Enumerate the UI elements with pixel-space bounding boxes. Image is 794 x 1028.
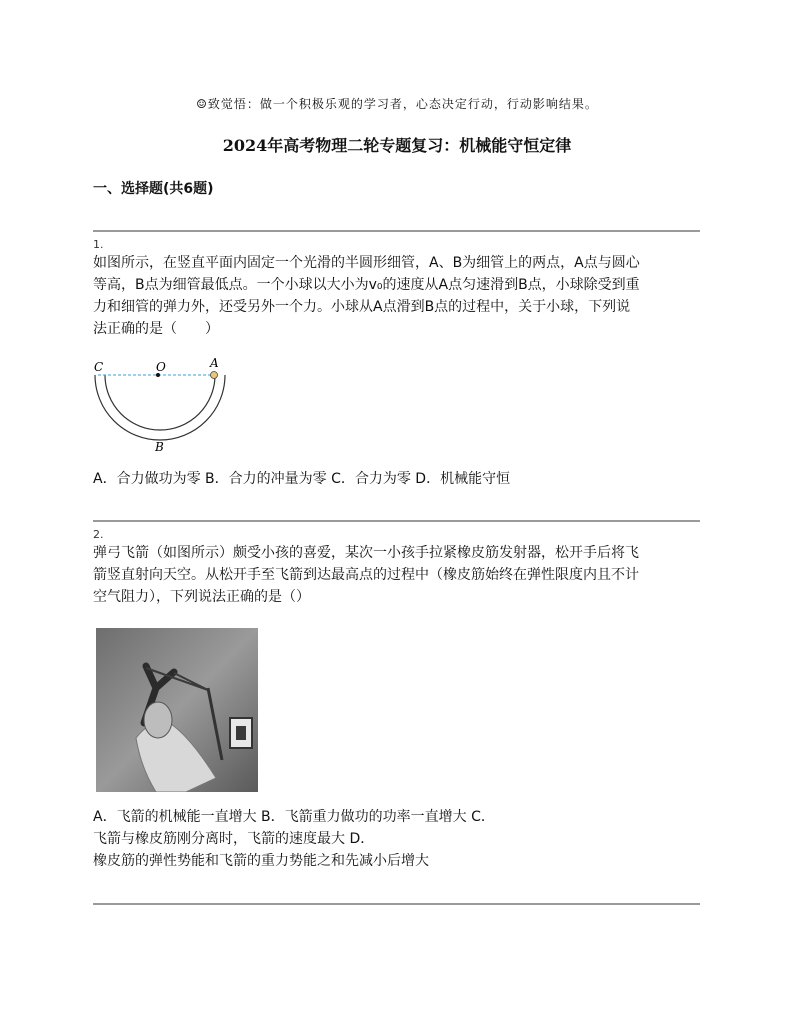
- question-2-line-3: 空气阻力），下列说法正确的是（）: [93, 589, 310, 605]
- slingshot-photo: [96, 628, 258, 792]
- question-2-line-2: 箭竖直射向天空。从松开手至飞箭到达最高点的过程中（橡皮筋始终在弹性限度内且不计: [93, 567, 639, 583]
- question-2-options-line-2: 飞箭与橡皮筋刚分离时，飞箭的速度最大 D．: [93, 831, 375, 847]
- question-2-options-line-3: 橡皮筋的弹性势能和飞箭的重力势能之和先减小后增大: [93, 853, 429, 869]
- semicircle-tube-diagram: [90, 355, 230, 455]
- label-a: A: [210, 356, 219, 370]
- ball-at-a: [211, 372, 218, 379]
- question-2-line-1: 弹弓飞箭（如图所示）颇受小孩的喜爱，某次一小孩手拉紧橡皮筋发射器，松开手后将飞: [93, 545, 639, 561]
- label-o: O: [156, 360, 166, 374]
- tube-inner-arc: [105, 375, 215, 430]
- question-1-line-1: 如图所示，在竖直平面内固定一个光滑的半圆形细管，A、B为细管上的两点，A点与圆心: [93, 255, 640, 271]
- question-1-line-2: 等高，B点为细管最低点。一个小球以大小为v₀的速度从A点匀速滑到B点，小球除受到重: [93, 277, 640, 293]
- question-1-options: A．合力做功为零 B．合力的冲量为零 C．合力为零 D．机械能守恒: [93, 471, 511, 487]
- divider-1: [93, 230, 700, 232]
- motto-text: ☺致觉悟：做一个积极乐观的学习者，心态决定行动，行动影响结果。: [196, 97, 598, 111]
- divider-3: [93, 903, 700, 905]
- background-box-window: [236, 726, 246, 740]
- label-c: C: [94, 360, 104, 374]
- page-title: 2024年高考物理二轮专题复习：机械能守恒定律: [222, 136, 572, 155]
- question-1-line-3: 力和细管的弹力外，还受另外一个力。小球从A点滑到B点的过程中，关于小球，下列说: [93, 299, 631, 315]
- question-2-options-line-1: A．飞箭的机械能一直增大 B．飞箭重力做功的功率一直增大 C．: [93, 809, 495, 825]
- question-1-text: [93, 252, 701, 340]
- question-2-number: 2.: [93, 528, 104, 541]
- divider-2: [93, 520, 700, 522]
- question-2-text: [93, 542, 701, 608]
- label-b: B: [155, 440, 164, 454]
- section-heading: 一、选择题(共6题): [93, 181, 214, 197]
- child-fist: [144, 702, 172, 738]
- question-1-number: 1.: [93, 238, 104, 251]
- question-2-options: [93, 806, 703, 872]
- question-1-line-4: 法正确的是（ ）: [93, 321, 219, 337]
